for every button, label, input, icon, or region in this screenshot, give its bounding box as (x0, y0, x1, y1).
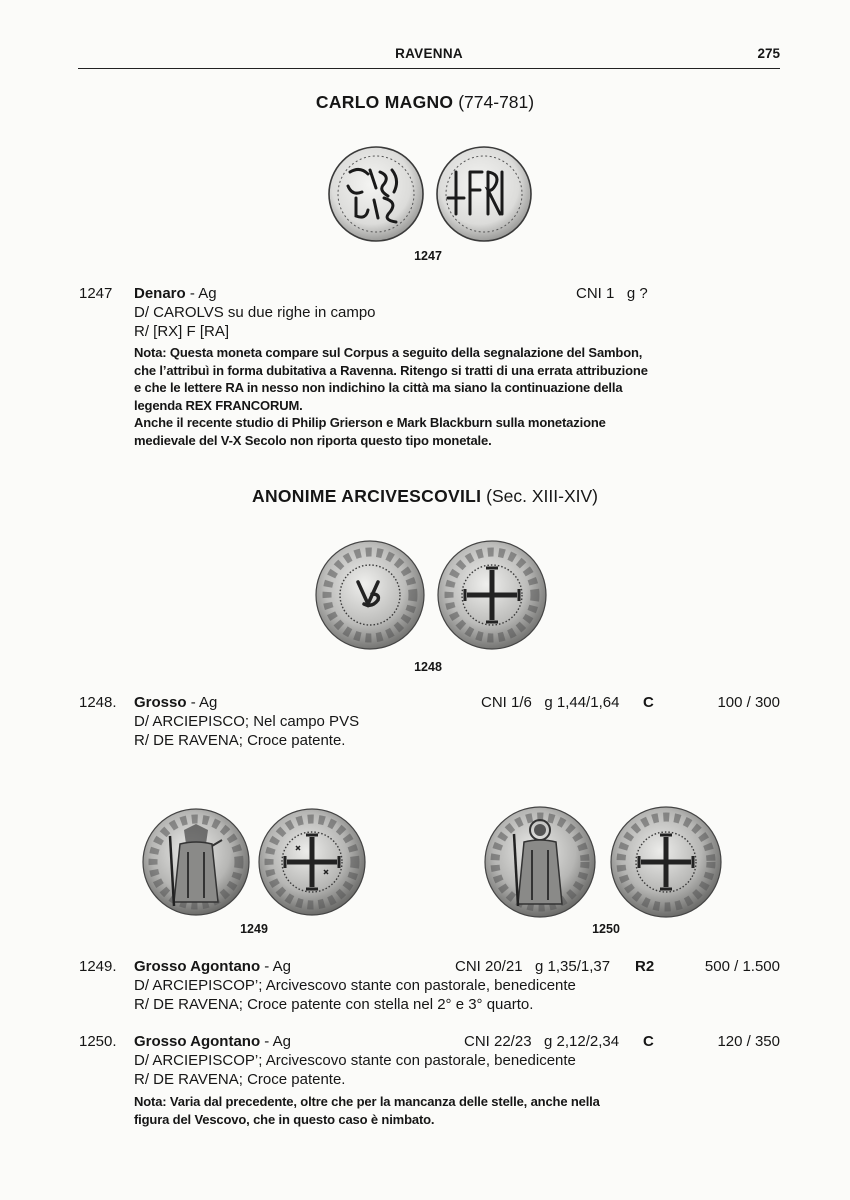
entry-note-paragraph: Nota: Questa moneta compare sul Corpus a seguito della segnalazione del Sambon, che l’attribuì in forma dubitativa a Ravenna. Ritengo si tratti di una errata attribuzione e che le lettere RA in nesso non indichino la città ma siano la continuazione della legenda REX FRANCORUM. (134, 345, 648, 413)
entry-heading (134, 285, 217, 302)
entry-reference (464, 1033, 619, 1050)
section-title-sub: (774-781) (458, 92, 535, 112)
section-title-sub: (Sec. XIII-XIV) (486, 486, 598, 506)
coin-image-1250 (482, 804, 726, 920)
entry-reverse: R/ DE RAVENA; Croce patente. (134, 1071, 346, 1088)
entry-heading (134, 1033, 291, 1050)
section-title-anonime-arcivescovili (0, 486, 850, 507)
figure-label-1249: 1249 (240, 922, 268, 936)
entry-note (134, 344, 656, 450)
figure-label-1247: 1247 (414, 249, 442, 263)
entry-reference-text: CNI 22/23 g 2,12/2,34 (464, 1033, 620, 1050)
reverse-coin (611, 807, 721, 917)
entry-note-paragraph: Anche il recente studio di Philip Grierson e Mark Blackburn sulla monetazione medievale del V-X Secolo non riporta questo tipo monetale. (134, 415, 606, 448)
entry-number: 1248. (79, 694, 117, 711)
entry-reverse: R/ [RX] F [RA] (134, 323, 230, 340)
coin-image-1247 (326, 142, 536, 246)
entry-note-paragraph: Nota: Varia dal precedente, oltre che per la mancanza delle stelle, anche nella figura del Vescovo, che in questo caso è nimbato. (134, 1094, 600, 1127)
entry-rarity (643, 1033, 654, 1050)
obverse-coin (143, 809, 249, 915)
section-title-main: ANONIME ARCIVESCOVILI (252, 486, 482, 506)
reverse-coin (438, 541, 546, 649)
entry-reference-text: CNI 20/21 g 1,35/1,37 (455, 958, 611, 975)
entry-denomination: Grosso Agontano (134, 958, 261, 975)
entry-price: 120 / 350 (717, 1033, 780, 1050)
entry-metal: - Ag (264, 958, 291, 975)
entry-reverse: R/ DE RAVENA; Croce patente. (134, 732, 346, 749)
coin-image-1248 (312, 538, 550, 652)
entry-obverse: D/ CAROLVS su due righe in campo (134, 304, 376, 321)
running-header (78, 42, 780, 69)
entry-price: 100 / 300 (717, 694, 780, 711)
running-title: RAVENNA (395, 46, 463, 61)
entry-rarity-text: C (643, 1033, 654, 1050)
figure-label-1248: 1248 (414, 660, 442, 674)
entry-obverse: D/ ARCIEPISCO; Nel campo PVS (134, 713, 360, 730)
entry-rarity-text: C (643, 694, 654, 711)
entry-denomination: Grosso (134, 694, 187, 711)
entry-reference (481, 694, 619, 711)
figure-label-1250: 1250 (592, 922, 620, 936)
entry-reverse: R/ DE RAVENA; Croce patente con stella nel 2° e 3° quarto. (134, 996, 534, 1013)
entry-obverse: D/ ARCIEPISCOP’; Arcivescovo stante con pastorale, benedicente (134, 977, 576, 994)
entry-reference (455, 958, 610, 975)
section-title-main: CARLO MAGNO (315, 92, 454, 112)
entry-obverse: D/ ARCIEPISCOP’; Arcivescovo stante con pastorale, benedicente (134, 1052, 576, 1069)
entry-number: 1250. (79, 1033, 117, 1050)
section-title-carlo-magno (0, 92, 850, 113)
entry-number: 1247 (79, 285, 113, 302)
obverse-coin (329, 147, 423, 241)
reverse-coin (259, 809, 365, 915)
entry-number: 1249. (79, 958, 117, 975)
entry-heading (134, 958, 291, 975)
reverse-coin (437, 147, 531, 241)
entry-reference-text: CNI 1 g ? (576, 285, 648, 302)
entry-rarity-text: R2 (635, 958, 655, 975)
entry-heading (134, 694, 217, 711)
obverse-coin (485, 807, 595, 917)
entry-rarity (643, 694, 654, 711)
entry-metal: - Ag (189, 285, 217, 302)
entry-metal: - Ag (264, 1033, 291, 1050)
entry-denomination: Grosso Agontano (134, 1033, 261, 1050)
obverse-coin (316, 541, 424, 649)
coin-image-1249 (140, 806, 368, 918)
entry-metal: - Ag (190, 694, 218, 711)
entry-denomination: Denaro (134, 285, 186, 302)
entry-reference (576, 285, 648, 302)
entry-reference-text: CNI 1/6 g 1,44/1,64 (481, 694, 620, 711)
entry-rarity (635, 958, 654, 975)
entry-price: 500 / 1.500 (704, 958, 780, 975)
page-number: 275 (757, 46, 780, 61)
entry-note (134, 1093, 614, 1128)
